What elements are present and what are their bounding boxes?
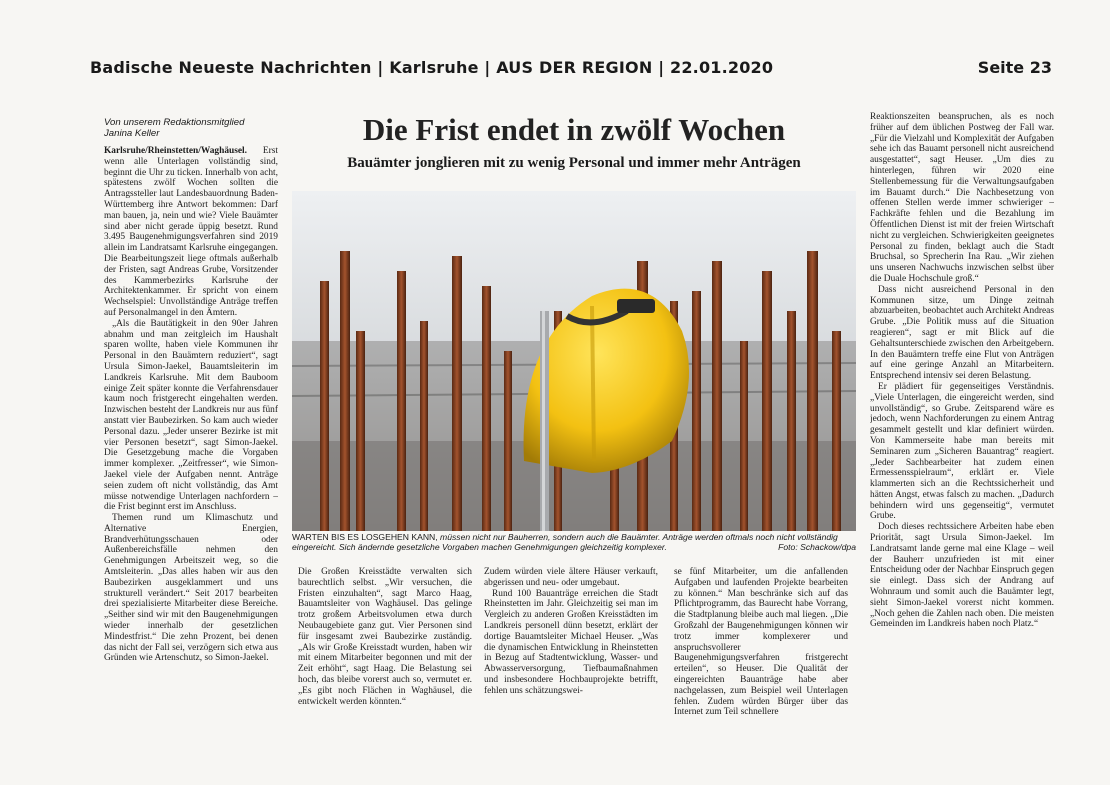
page-number: Seite 23 (977, 58, 1052, 77)
article-column-1 (104, 146, 278, 716)
paragraph: se fünf Mitarbeiter, um die anfallenden Aufgaben und laufenden Projekte bearbeiten zu können.“ Man beschränke sich auf das Pflichtprogramm, das Baurecht habe Vorrang, die Stadtplanung bleibe auch mal liegen. „Die Großzahl der Baugenehmigungen können wir trotz immer komplexerer und anspruchsvollerer Baugenehmigungsverfahren fristgerecht erteilen“, so Heuser. Die Qualität der eingereichten Bauanträge habe aber nachgelassen, zum Beispiel weil Unterlagen fehlen. Zudem würden Bürger über das Internet zum Teil schnellere (674, 567, 848, 717)
construction-photo (292, 191, 856, 531)
byline (104, 117, 284, 139)
dateline: Karlsruhe/Rheinstetten/Waghäusel. (104, 146, 247, 156)
masthead: Badische Neueste Nachrichten | Karlsruhe | AUS DER REGION | 22.01.2020 (90, 58, 774, 77)
paragraph: Dass nicht ausreichend Personal in den Kommunen sitze, um Dinge zeitnah abzuarbeiten, beobachtet auch Architekt Andreas Grube. „Die Politik muss auf die Situation reagieren“, sagt er mit Blick auf die Gehaltsunterschiede zwischen den Arbeitgebern. In den Bauämtern treffe eine Flut von Anträgen auf eine geringe Anzahl an Mitarbeitern. Entsprechend intensiv sei deren Belastung. (870, 284, 1054, 382)
paragraph: Er plädiert für gegenseitiges Verständnis. „Viele Unterlagen, die eingereicht werden, sind unvollständig“, so Grube. Zeitsparend wäre es jedoch, wenn Nachforderungen zu einem Antrag gesammelt gestellt und klar definiert würden. Von Kammerseite habe man bereits mit Seminaren zum „Sicheren Bauantrag“ reagiert. „Jeder Sachbearbeiter hat zudem einen Ermessensspielraum“, erklärt er. Viele klammerten sich an die Rechtssicherheit und hätten Angst, etwas falsch zu machen. „Dadurch behindern wird uns gegenseitig“, vermutet Grube. (870, 381, 1054, 522)
caption-text: müssen nicht nur Bauherren, sondern auch die Bauämter. Anträge werden oftmals noch nicht vollständig eingereicht. Sich ändernde gesetzliche Vorgaben machen Genehmigungen gleichzeitig komplexer. (292, 532, 838, 552)
paragraph: Erst wenn alle Unterlagen vollständig sind, beginnt die Uhr zu ticken. Innerhalb von acht, spätestens zwölf Wochen sollten die Antragssteller laut Landesbauordnung Baden-Württemberg ihre Antwort bekommen: Darf man bauen, ja, nein und wie? Viele Bauämter sind aber nicht gerade üppig besetzt. Rund 3.495 Baugenehmigungsverfahren sind 2019 allein im Landratsamt Karlsruhe eingegangen. Die Bearbeitungszeit liege oftmals außerhalb der Fristen, sagt Andreas Grube, Vorsitzender des Kammerbezirks Karlsruhe der Architektenkammer. Er spricht von einem Wechselspiel: Unvollständige Anträge treffen auf Personalmangel in den Ämtern. (104, 146, 278, 318)
article-subheadline: Bauämter jonglieren mit zu wenig Personal und immer mehr Anträgen (347, 155, 801, 171)
paragraph: Doch dieses rechtssichere Arbeiten habe eben Priorität, sagt Ursula Simon-Jaekel. Im Landratsamt lande gerne mal eine Klage – weil der Bauherr unzufrieden ist mit einer Entscheidung oder der Nachbar Einspruch gegen sie einlegt. Dass sich der Andrang auf Wohnraum und somit auch die Bauämter legt, sieht Simon-Jaekel vorerst nicht kommen. „Noch gehen die Zahlen nach oben. Die meisten Gemeinden im Landkreis haben noch Platz.“ (870, 522, 1054, 630)
paragraph: Die Großen Kreisstädte verwalten sich baurechtlich selbst. „Wir versuchen, die Fristen einzuhalten“, sagt Marco Haag, Bauamtsleiter von Waghäusel. Das gelinge trotz großem Arbeitsvolumen etwa durch Neubaugebiete ganz gut. Vier Personen sind für insgesamt zwei Baubezirke zuständig. „Als wir Große Kreisstadt wurden, haben wir mit einem Mitarbeiter begonnen und mit der Zeit erhöht“, sagt Haag. Die Belastung sei hoch, das bleibe vorerst auch so, vermutet er. „Es gibt noch Flächen in Waghäusel, die entwickelt werden könnten.“ (298, 567, 472, 707)
paragraph: Zudem würden viele ältere Häuser verkauft, abgerissen und neu- oder umgebaut. (484, 567, 658, 588)
article-headline: Die Frist endet in zwölf Wochen (362, 112, 786, 147)
article-column-5 (870, 112, 1054, 716)
paragraph: Reaktionszeiten beanspruchen, als es noch früher auf dem üblichen Postweg der Fall war. „Für die Vielzahl und Komplexität der Aufgaben sehe ich das Bauamt personell nicht ausreichend ausgestattet“, sagt Heuser. „Um dies zu hinterlegen, führen wir 2020 eine Stellenbemessung für die Verwaltungsaufgaben im Bauamt durch.“ Die Nachbesetzung von offenen Stellen werde immer schwieriger – Fachkräfte fehlen und die Bezahlung im Öffentlichen Dienst ist mit der freien Wirtschaft nicht zu vergleichen. Schwierigkeiten geeignetes Personal zu finden, beklagt auch die Stadt Bruchsal, so Sprecherin Ina Rau. „Wir ziehen uns unseren Nachwuchs inzwischen selbst über die Duale Hochschule groß.“ (870, 112, 1054, 284)
caption-lead: WARTEN BIS ES LOSGEHEN KANN, (292, 532, 438, 542)
paragraph: Themen rund um Klimaschutz und Alternative Energien, Brandverhütungsschauen oder Außenbereichsfälle nehmen den Genehmigungen Arbeitszeit weg, so die Amtsleiterin. „Das alles haben wir aus den Baubezirken ausgeklammert und uns strukturell verändert.“ Seit 2017 bearbeiten drei spezialisierte Mitarbeiter diese Bereiche. „Seither sind wir mit den Baugenehmigungen wieder innerhalb der gesetzlichen Mindestfrist.“ Die zehn Prozent, bei denen das nicht der Fall sei, verzögern sich etwa aus Gründen wie Artenschutz, so Simon-Jaekel. (104, 513, 278, 664)
rebar-helmet-image (292, 191, 856, 531)
photo-credit: Foto: Schackow/dpa (778, 542, 856, 552)
byline-line-1: Von unserem Redaktionsmitglied (104, 117, 245, 128)
article-column-2 (298, 567, 472, 717)
article-column-4 (674, 567, 848, 717)
article-column-3 (484, 567, 658, 717)
paragraph: „Als die Bautätigkeit in den 90er Jahren abnahm und man zeitgleich im Haushalt sparen wollte, haben viele Kommunen ihr Personal in den Bauämtern reduziert“, sagt Ursula Simon-Jaekel, Bauamtsleiterin im Landkreis Karlsruhe. Mit dem Bauboom einige Zeit später konnte die Verfahrensdauer kaum noch fristgerecht eingehalten werden. Inzwischen besteht der Landkreis nur aus fünf anstatt vier Baubezirken. So kam auch wieder Personal dazu. „Jeder unserer Bezirke ist mit vier Personen besetzt“, sagt Simon-Jaekel. Die Gesetzgebung mache die Vorgaben immer komplexer. „Zeitfresser“, wie Simon-Jaekel viele der Aufgaben nennt. Anträge seien zudem oft nicht vollständig, das Amt müsse notwendige Unterlagen nachfordern – die Frist beginnt erst im Anschluss. (104, 318, 278, 513)
photo-caption (292, 532, 856, 552)
paragraph: Rund 100 Bauanträge erreichen die Stadt Rheinstetten im Jahr. Gleichzeitig sei man im Vergleich zu anderen Großen Kreisstädten im Landkreis personell dünn besetzt, erklärt der dortige Bauamtsleiter Michael Heuser. „Was die dynamischen Entwicklung in Rheinstetten in Bezug auf Stadtentwicklung, Wasser- und Abwasserversorgung, Tiefbaumaßnahmen und insbesondere Hochbauprojekte betrifft, fehlen uns schätzungswei- (484, 588, 658, 696)
byline-author: Janina Keller (104, 128, 160, 139)
